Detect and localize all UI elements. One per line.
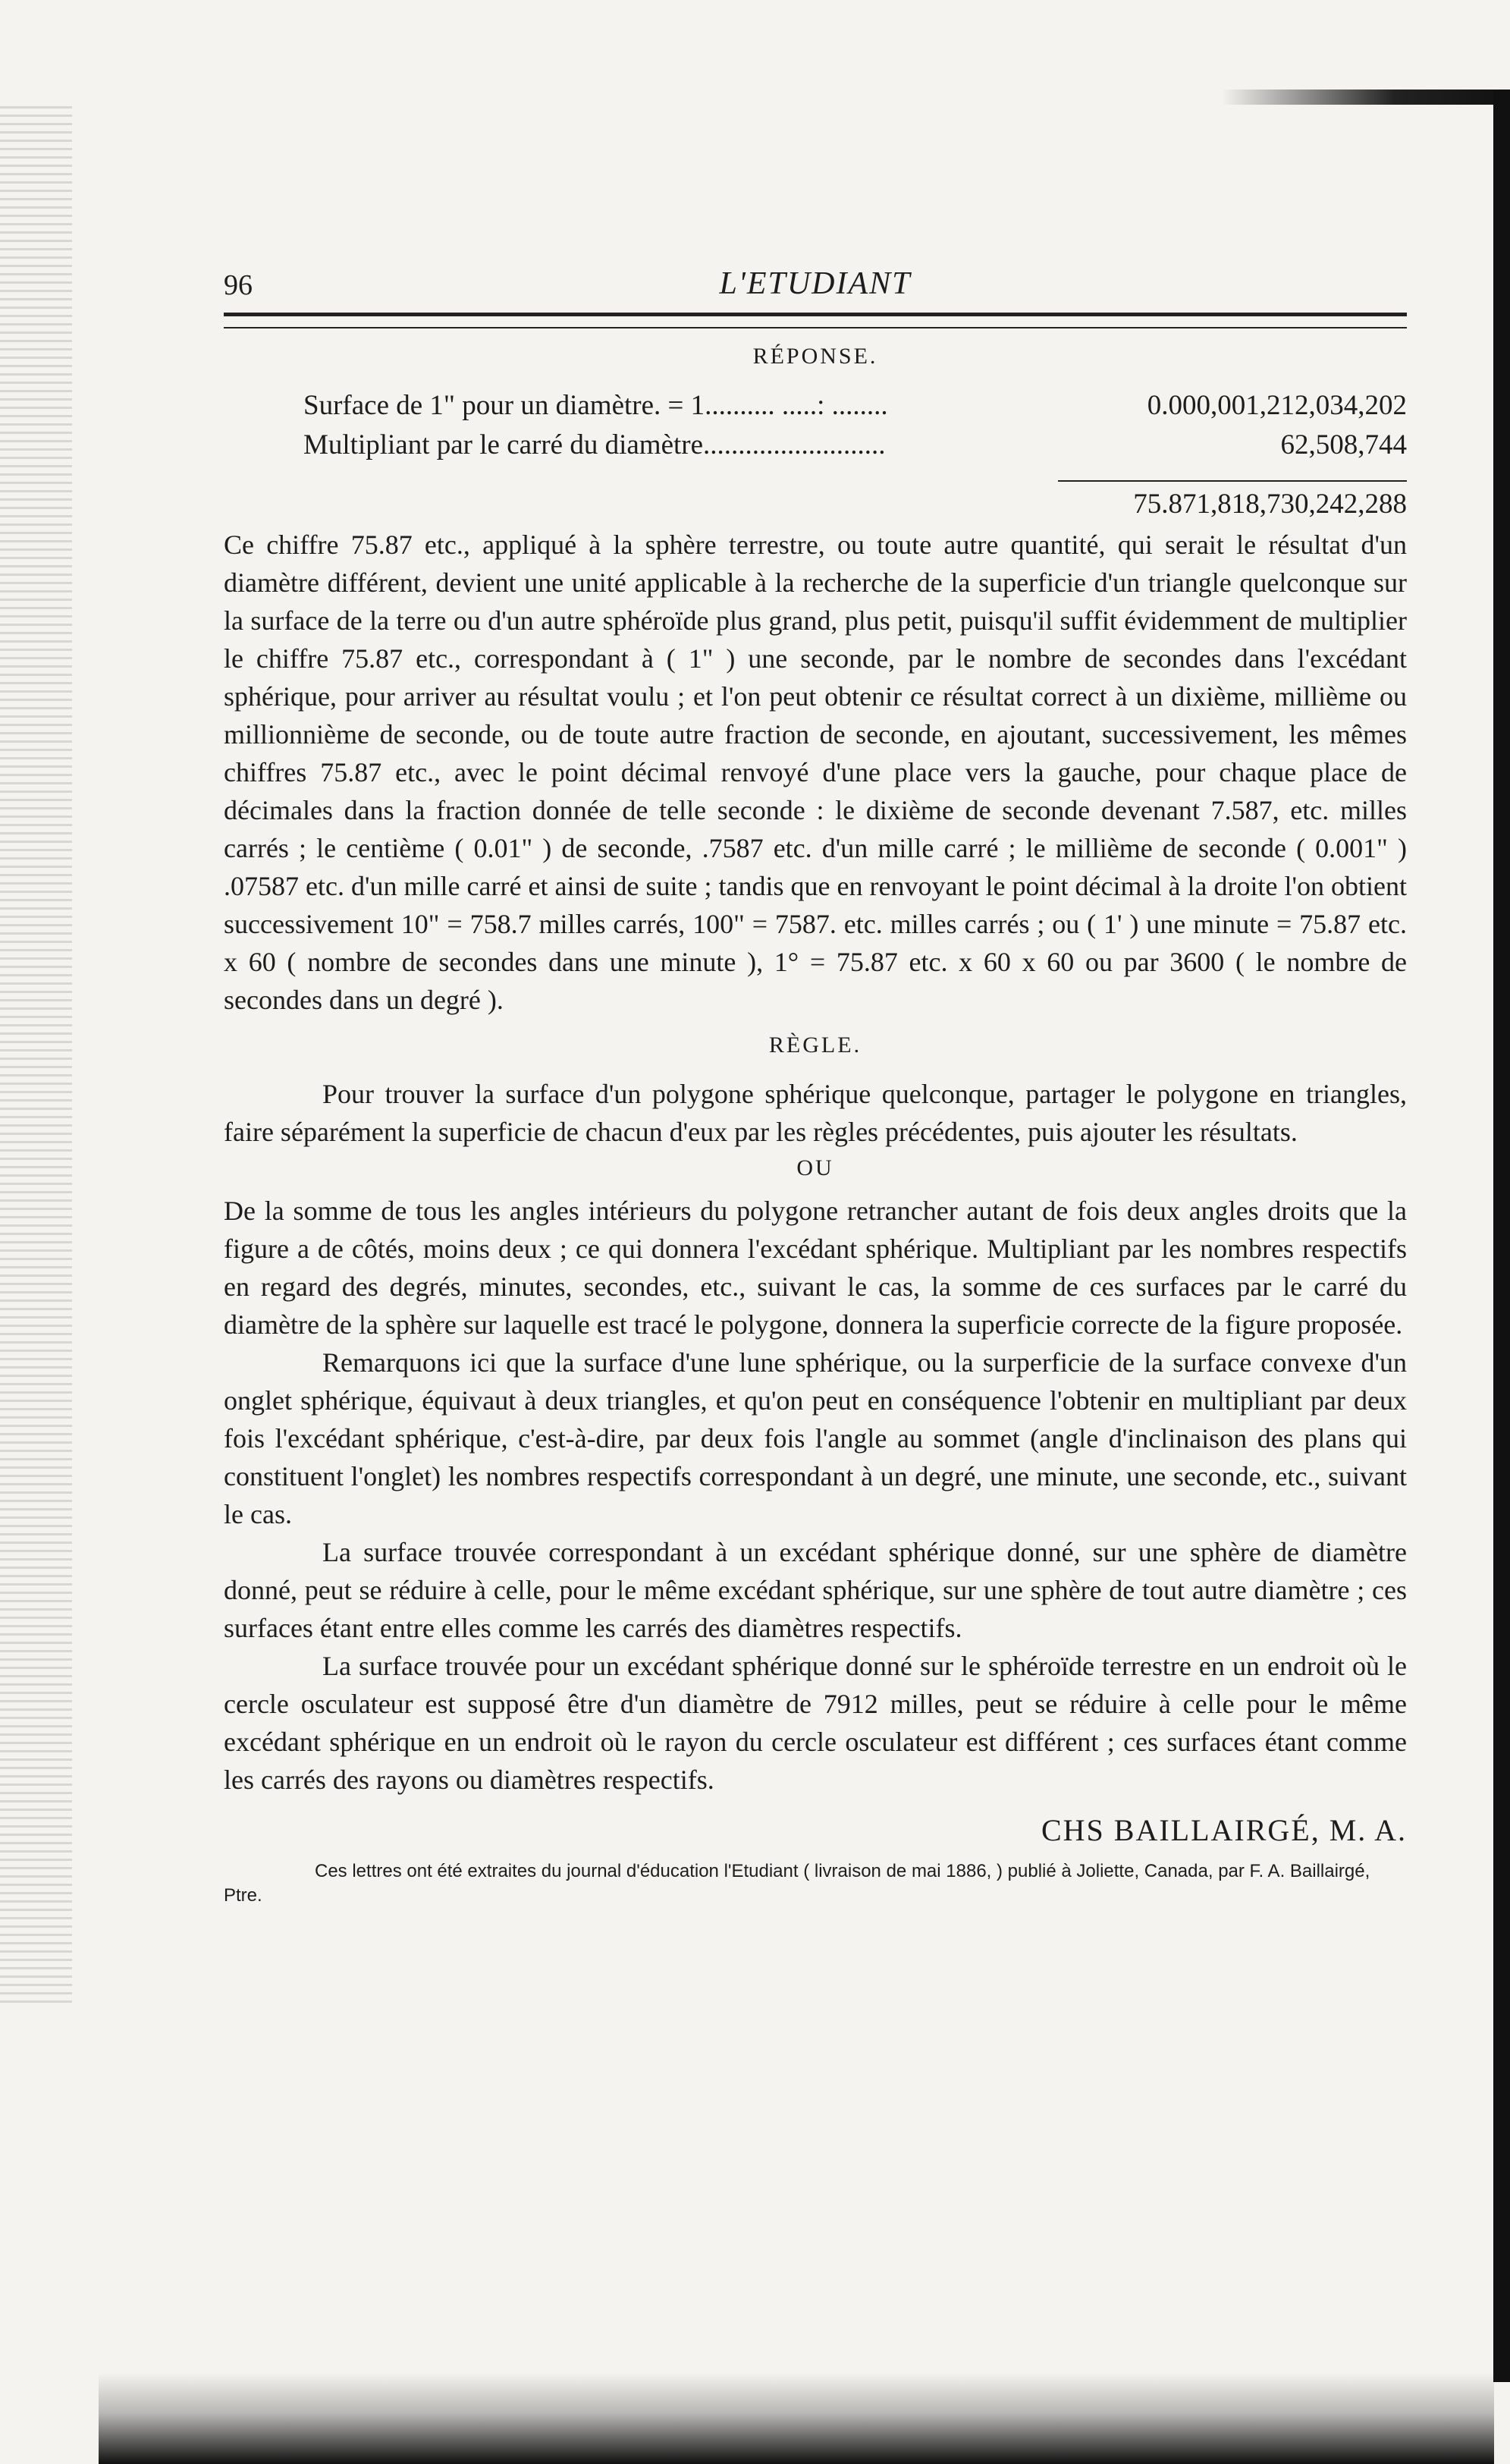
paragraph-spheroide: La surface trouvée pour un excédant sphérique donné sur le sphéroïde terrestre en un endroit où le cercle osculateur est supposé être d'un diamètre de 7912 milles, peut se réduire à celle pour le même excédant sphérique en un endroit où le rayon du cercle osculateur est différent ; ces surfaces étant comme les carrés des rayons ou diamètres respectifs. <box>224 1651 1407 1795</box>
paragraph-reduction: La surface trouvée correspondant à un excédant sphérique donné, sur une sphère de diamètre donné, peut se réduire à celle, pour le même excédant sphérique, sur une sphère de tout autre diamètre ; ces surfaces étant entre elles comme les carrés des diamètres respectifs. <box>224 1537 1407 1643</box>
calc-row-value: 62,508,744 <box>1280 429 1407 460</box>
calc-row-label: Multipliant par le carré du diamètre.......................... <box>303 429 886 460</box>
signature: CHS BAILLAIRGÉ, M. A. <box>1041 1813 1407 1847</box>
calc-row-surface <box>224 386 1407 426</box>
paragraph-regle: Pour trouver la surface d'un polygone sphérique quelconque, partager le polygone en triangles, faire séparément la superficie de chacun d'eux par les règles précédentes, puis ajouter les résultats. <box>224 1079 1407 1147</box>
document-page <box>224 258 1407 1908</box>
scan-shadow-right <box>1493 91 1510 2382</box>
calculation-block <box>224 386 1407 526</box>
scan-shadow-top <box>1222 90 1510 105</box>
paragraph-lune: Remarquons ici que la surface d'une lune sphérique, ou la surperficie de la surface convexe d'un onglet sphérique, équivaut à deux triangles, et qu'on peut en conséquence l'obtenir en multipliant par deux fois l'excédant sphérique, c'est-à-dire, par deux fois l'angle au sommet (angle d'inclinaison des plans qui constituent l'onglet) les nombres respectifs correspondant à un degré, une minute, une seconde, etc., suivant le cas. <box>224 1347 1407 1529</box>
page-number: 96 <box>224 269 253 301</box>
header-rule <box>224 313 1407 328</box>
footnote: Ces lettres ont été extraites du journal d'éducation l'Etudiant ( livraison de mai 1886, ) publié à Joliette, Canada, par F. A. Baillairgé, Ptre. <box>224 1861 1370 1906</box>
ou-heading: OU <box>796 1155 834 1180</box>
calc-row-value: 0.000,001,212,034,202 <box>1147 390 1407 421</box>
running-title: L'ETUDIANT <box>719 266 912 301</box>
paragraph-somme: De la somme de tous les angles intérieurs du polygone retrancher autant de fois deux angles droits que la figure a de côtés, moins deux ; ce qui donnera l'excédant sphérique. Multipliant par les nombres respectifs en regard des degrés, minutes, secondes, etc., suivant le cas, la somme de ces surfaces par le carré du diamètre de la sphère sur laquelle est tracé le polygone, donnera la superficie correcte de la figure proposée. <box>224 1196 1407 1340</box>
calc-row-label: Surface de 1" pour un diamètre. = 1.......... .....: ........ <box>303 390 888 421</box>
paragraph-chiffre: Ce chiffre 75.87 etc., appliqué à la sphère terrestre, ou toute autre quantité, qui serait le résultat d'un diamètre différent, devient une unité applicable à la recherche de la superficie d'un triangle quelconque sur la surface de la terre ou d'un autre sphéroïde plus grand, plus petit, puisqu'il suffit évidemment de multiplier le chiffre 75.87 etc., correspondant à ( 1" ) une seconde, par le nombre de secondes dans l'excédant sphérique, pour arriver au résultat voulu ; et l'on peut obtenir ce résultat correct à un dixième, millième ou millionnième de seconde, ou de toute autre fraction de seconde, en ajoutant, successivement, les mêmes chiffres 75.87 etc., avec le point décimal renvoyé d'une place vers la gauche, pour chaque place de décimales dans la fraction donnée de telle seconde : le dixième de seconde devenant 7.587, etc. milles carrés ; le centième ( 0.01" ) de seconde, .7587 etc. d'un mille carré ; le millième de seconde ( 0.001" ) .07587 etc. d'un mille carré et ainsi de suite ; tandis que en renvoyant le point décimal à la droite l'on obtient successivement 10" = 758.7 milles carrés, 100" = 7587. etc. milles carrés ; ou ( 1' ) une minute = 75.87 etc. x 60 ( nombre de secondes dans une minute ), 1° = 75.87 etc. x 60 x 60 ou par 3600 ( le nombre de secondes dans un degré ). <box>224 530 1407 1015</box>
scan-shadow-left <box>0 106 72 2003</box>
scan-shadow-bottom <box>99 2373 1494 2464</box>
calc-sum-rule <box>1058 480 1407 482</box>
reponse-heading: RÉPONSE. <box>752 344 878 369</box>
page-header <box>224 258 1407 311</box>
calc-row-multiplier <box>224 426 1407 465</box>
regle-heading: RÈGLE. <box>768 1032 862 1058</box>
calc-total: 75.871,818,730,242,288 <box>1133 489 1407 520</box>
